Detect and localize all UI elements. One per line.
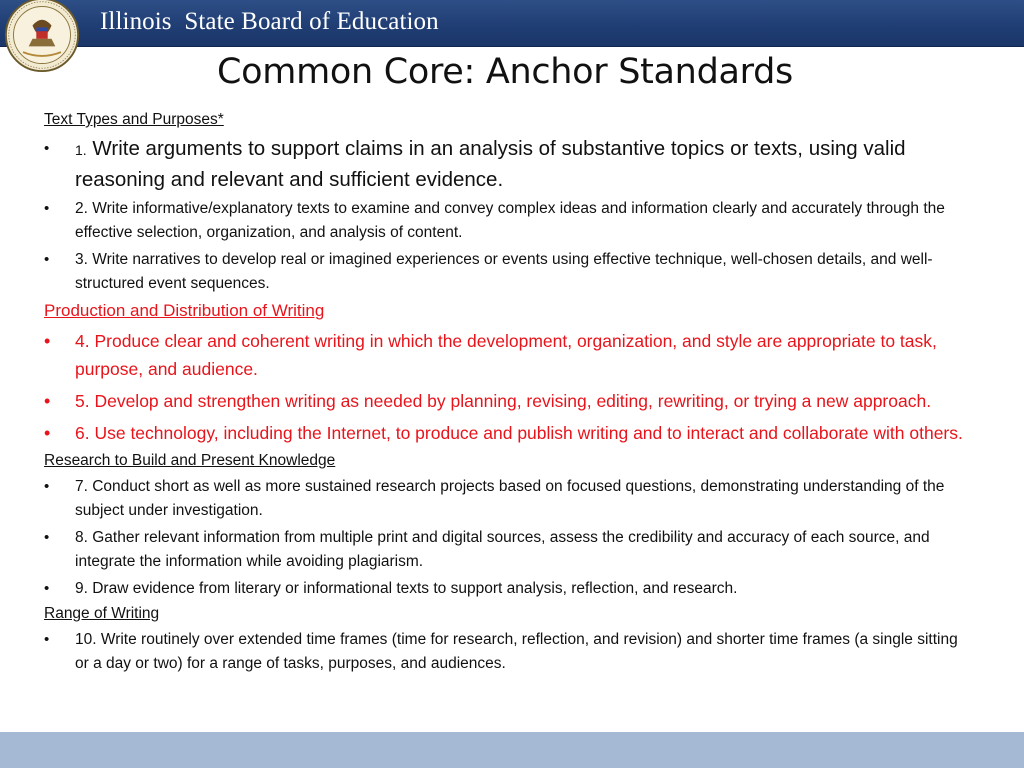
section-heading: Range of Writing [44, 605, 160, 622]
item-text: 7. Conduct short as well as more sustained research projects based on focused questions, demonstrating understanding of the subject under investigation. [75, 478, 945, 519]
bullet-list [44, 475, 974, 601]
item-number-suffix: . [82, 142, 87, 158]
bullet-list [44, 134, 974, 296]
bullet-dot: • [44, 423, 51, 443]
bullet-dot: • [44, 529, 50, 546]
section-heading: Production and Distribution of Writing [44, 301, 325, 320]
item-text: 9. Draw evidence from literary or informational texts to support analysis, reflection, and research. [75, 580, 738, 597]
list-item [44, 387, 974, 415]
item-number: 1 [75, 142, 83, 158]
list-item [44, 577, 974, 601]
item-text: 6. Use technology, including the Internet, to produce and publish writing and to interact and collaborate with others. [75, 423, 963, 443]
bullet-dot: • [44, 140, 50, 157]
list-item [44, 197, 974, 245]
bullet-list [44, 327, 974, 447]
item-text: 8. Gather relevant information from multiple print and digital sources, assess the credibility and accuracy of each source, and integrate the information while avoiding plagiarism. [75, 529, 930, 570]
footer-bar [0, 732, 1024, 768]
bullet-list [44, 628, 974, 676]
standards-content [44, 110, 974, 679]
list-item [44, 248, 974, 296]
section-range-of-writing [44, 604, 974, 676]
section-text-types [44, 110, 974, 296]
list-item [44, 526, 974, 574]
bullet-dot: • [44, 580, 50, 597]
section-research [44, 451, 974, 601]
item-text: Write arguments to support claims in an analysis of substantive topics or texts, using valid reasoning and relevant and sufficient evidence. [75, 137, 906, 191]
bullet-dot: • [44, 631, 50, 648]
list-item [44, 327, 974, 383]
list-item [44, 419, 974, 447]
bullet-dot: • [44, 200, 50, 217]
list-item [44, 134, 974, 195]
bullet-dot: • [44, 478, 50, 495]
slide-title: Common Core: Anchor Standards [217, 52, 793, 92]
section-heading: Research to Build and Present Knowledge [44, 452, 336, 469]
section-heading: Text Types and Purposes* [44, 111, 224, 128]
section-production-distribution [44, 299, 974, 447]
item-text: 5. Develop and strengthen writing as needed by planning, revising, editing, rewriting, or trying a new approach. [75, 391, 932, 411]
list-item [44, 628, 974, 676]
header-bar [0, 0, 1024, 47]
bullet-dot: • [44, 391, 51, 411]
item-text: 3. Write narratives to develop real or imagined experiences or events using effective technique, well-chosen details, and well-structured event sequences. [75, 251, 933, 292]
org-title: Illinois State Board of Education [100, 8, 439, 35]
item-text: 4. Produce clear and coherent writing in which the development, organization, and style are appropriate to task, purpose, and audience. [75, 331, 937, 379]
item-text: 2. Write informative/explanatory texts to examine and convey complex ideas and information clearly and accurately through the effective selection, organization, and analysis of content. [75, 200, 945, 241]
bullet-dot: • [44, 251, 50, 268]
list-item [44, 475, 974, 523]
bullet-dot: • [44, 331, 51, 351]
item-text: 10. Write routinely over extended time frames (time for research, reflection, and revision) and shorter time frames (a single sitting or a day or two) for a range of tasks, purposes, and audiences. [75, 631, 958, 672]
